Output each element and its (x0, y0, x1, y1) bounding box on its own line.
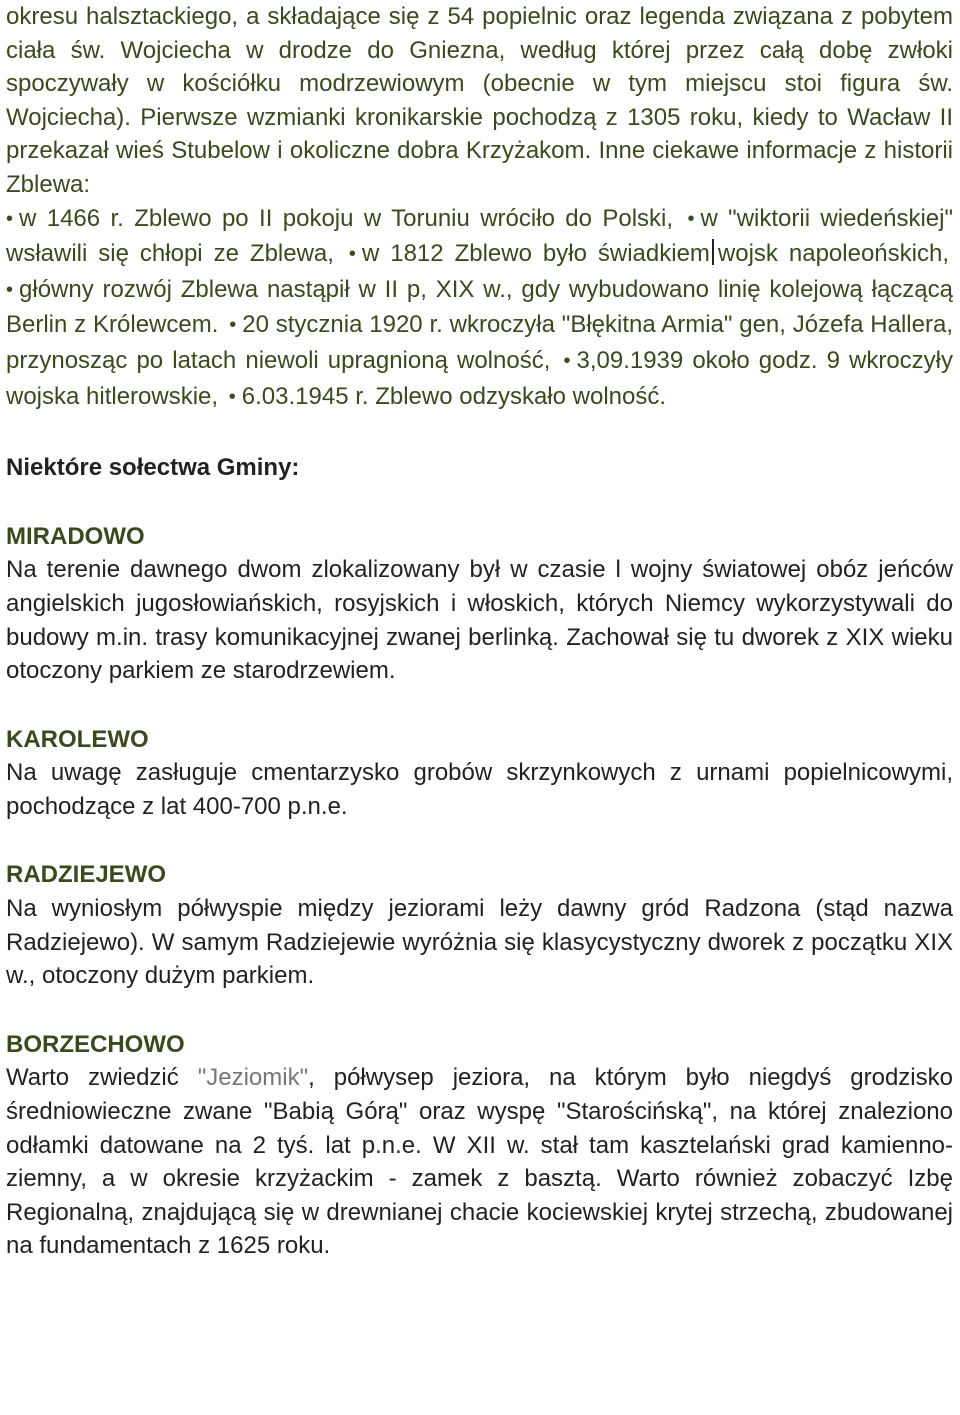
bullet-text: 3,09.1939 około godz. 9 wkroczyły wojska hitlerowskie, (6, 346, 954, 410)
section-text-part: Warto zwiedzić (6, 1064, 198, 1092)
text-cursor (712, 239, 714, 265)
bullet-text: wojsk napoleońskich, (717, 240, 950, 268)
section-text-part: , półwysep jeziora, na którym było niegdyś grodzisko średniowieczne zwane "Babią Górą" oraz wyspę "Starościńską", na której znaleziono odłamki datowane na 2 tyś. lat p.n.e. W XII w. stał tam kasztelański grad kamienno-ziemny, a w okresie krzyżackim - zamek z basztą. Warto również zobaczyć Izbę Regionalną, znajdującą się w drewnianej chacie kociewskiej krytej strzechą, zbudowanej na fundamentach z 1625 roku. (6, 1064, 953, 1260)
bullet-item (229, 383, 670, 410)
intro-text: okresu halsztackiego, a składające się z 54 popielnic oraz legenda związana z pobytem ciała św. Wojciecha w drodze do Gniezna, według której przez całą dobę zwłoki spoczywały w kościółku modrzewiowym (obecnie w tym miejscu stoi figura św. Wojciecha). Pierwsze wzmianki kronikarskie pochodzą z 1305 roku, kiedy to Wacław II przekazał wieś Stubelow i okoliczne dobra Krzyżakom. Inne ciekawe informacje z historii Zblewa: (6, 3, 953, 198)
bullet-text: w 1812 Zblewo było świadkiem (361, 240, 710, 268)
section-text-borzechowo (6, 1061, 953, 1263)
section-title-miradowo: MIRADOWO (6, 522, 145, 550)
jeziomik-link[interactable]: "Jeziomik" (197, 1064, 309, 1092)
section-title-radziejewo: RADZIEJEWO (6, 861, 167, 889)
section-text-radziejewo: Na wyniosłym półwyspie między jeziorami leży dawny gród Radzona (stąd nazwa Radziejewo). W samym Radziejewie wyróżnia się klasycystyczny dworek z początku XIX w., otoczony dużym parkiem. (6, 895, 953, 990)
bullet-item (6, 205, 677, 232)
bullet-text: główny rozwój Zblewa nastąpił w II p, XIX w., gdy wybudowano linię kolejową łączącą Berlin z Królewcem. (6, 275, 953, 339)
section-title-karolewo: KAROLEWO (6, 725, 149, 753)
page-heading: Niektóre sołectwa Gminy: (6, 454, 300, 482)
section-text-karolewo: Na uwagę zasługuje cmentarzysko grobów skrzynkowych z urnami popielnicowymi, pochodzące z lat 400-700 p.n.e. (6, 759, 953, 820)
bullet-text: 20 stycznia 1920 r. wkroczyła "Błękitna Armia" gen, Józefa Hallera, przynosząc po latach niewoli upragnioną wolność, (6, 311, 953, 374)
bullet-text: w "wiktorii wiedeńskiej" wsławili się chłopi ze Zblewa, (6, 204, 954, 268)
bullet-text: 6.03.1945 r. Zblewo odzyskało wolność. (241, 382, 667, 410)
bullet-item (349, 240, 953, 267)
section-text-miradowo: Na terenie dawnego dwom zlokalizowany był w czasie l wojny światowej obóz jeńców angielskich jugosłowiańskich, rosyjskich i włoskich, których Niemcy wykorzystywali do budowy m.in. trasy komunikacyjnej zwanej berlinką. Zachował się tu dworek z XIX wieku otoczony parkiem ze starodrzewiem. (6, 556, 953, 685)
bullet-text: w 1466 r. Zblewo po II pokoju w Toruniu wróciło do Polski, (19, 204, 674, 232)
intro-paragraph (6, 0, 953, 415)
section-title-borzechowo: BORZECHOWO (6, 1030, 185, 1058)
